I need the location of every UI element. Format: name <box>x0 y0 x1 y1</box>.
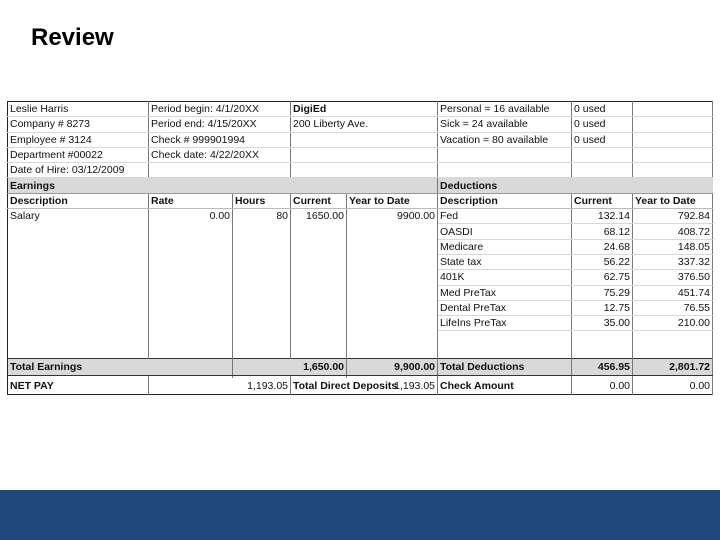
period-end: Period end: 4/15/20XX <box>149 117 291 132</box>
personal-used: 0 used <box>572 102 633 117</box>
deduction-description: OASDI <box>438 224 572 239</box>
direct-deposits-label <box>291 378 438 395</box>
period-begin: Period begin: 4/1/20XX <box>149 102 291 117</box>
earning-hours: 80 <box>233 209 291 224</box>
earning-rate: 0.00 <box>149 209 233 224</box>
table-row <box>8 270 713 285</box>
sick-leave: Sick = 24 available <box>438 117 572 132</box>
vacation-leave: Vacation = 80 available <box>438 132 572 147</box>
earnings-header-description: Description <box>8 193 149 208</box>
earning-description: Salary <box>8 209 149 224</box>
employee-name: Leslie Harris <box>8 102 149 117</box>
deduction-ytd: 451.74 <box>633 285 713 300</box>
info-row <box>8 163 713 178</box>
check-number: Check # 999901994 <box>149 132 291 147</box>
info-row <box>8 102 713 117</box>
earning-ytd: 9900.00 <box>347 209 438 224</box>
slide-title: Review <box>31 24 114 51</box>
deduction-ytd: 76.55 <box>633 300 713 315</box>
check-amount-ytd: 0.00 <box>633 378 713 395</box>
earnings-header-rate: Rate <box>149 193 233 208</box>
total-deductions-label: Total Deductions <box>438 359 572 376</box>
direct-deposits-amount: 1,193.05 <box>394 380 435 393</box>
check-amount-current: 0.00 <box>572 378 633 395</box>
totals-row <box>8 359 713 376</box>
direct-deposits-label-text: Total Direct Deposits <box>293 380 398 393</box>
info-row <box>8 147 713 162</box>
deduction-ytd: 408.72 <box>633 224 713 239</box>
total-deductions-current: 456.95 <box>572 359 633 376</box>
deduction-description: Medicare <box>438 239 572 254</box>
table-row <box>8 316 713 331</box>
table-row <box>8 300 713 315</box>
table-row <box>8 224 713 239</box>
vacation-used: 0 used <box>572 132 633 147</box>
deduction-ytd: 148.05 <box>633 239 713 254</box>
deduction-current: 56.22 <box>572 254 633 269</box>
date-of-hire: Date of Hire: 03/12/2009 <box>8 163 149 178</box>
net-pay-amount: 1,193.05 <box>149 378 291 395</box>
deduction-description: Fed <box>438 209 572 224</box>
deduction-current: 35.00 <box>572 316 633 331</box>
earnings-header-hours: Hours <box>233 193 291 208</box>
table-row <box>8 209 713 224</box>
earnings-header-current: Current <box>291 193 347 208</box>
deduction-current: 132.14 <box>572 209 633 224</box>
deduction-current: 75.29 <box>572 285 633 300</box>
table-row <box>8 239 713 254</box>
total-earnings-current: 1,650.00 <box>233 359 347 376</box>
deduction-description: Dental PreTax <box>438 300 572 315</box>
employer-address: 200 Liberty Ave. <box>291 117 438 132</box>
check-date: Check date: 4/22/20XX <box>149 147 291 162</box>
deduction-ytd: 376.50 <box>633 270 713 285</box>
earnings-header-ytd: Year to Date <box>347 193 438 208</box>
pay-stub-table <box>7 101 713 395</box>
info-row <box>8 117 713 132</box>
earning-current: 1650.00 <box>291 209 347 224</box>
net-pay-label: NET PAY <box>8 378 149 395</box>
deduction-description: LifeIns PreTax <box>438 316 572 331</box>
info-row <box>8 132 713 147</box>
deduction-description: 401K <box>438 270 572 285</box>
table-row <box>8 285 713 300</box>
deduction-ytd: 210.00 <box>633 316 713 331</box>
deduction-current: 68.12 <box>572 224 633 239</box>
footer-bar <box>0 490 720 540</box>
table-row <box>8 254 713 269</box>
deduction-ytd: 792.84 <box>633 209 713 224</box>
net-pay-row <box>8 378 713 395</box>
total-deductions-ytd: 2,801.72 <box>633 359 713 376</box>
sick-used: 0 used <box>572 117 633 132</box>
total-earnings-ytd: 9,900.00 <box>347 359 438 376</box>
check-amount-label: Check Amount <box>438 378 572 395</box>
earnings-section-label: Earnings <box>8 178 438 193</box>
personal-leave: Personal = 16 available <box>438 102 572 117</box>
deductions-header-ytd: Year to Date <box>633 193 713 208</box>
employee-number: Employee # 3124 <box>8 132 149 147</box>
section-band <box>8 178 713 193</box>
department-number: Department #00022 <box>8 147 149 162</box>
company-number: Company # 8273 <box>8 117 149 132</box>
deduction-description: Med PreTax <box>438 285 572 300</box>
deductions-header-current: Current <box>572 193 633 208</box>
deduction-description: State tax <box>438 254 572 269</box>
deduction-current: 12.75 <box>572 300 633 315</box>
deduction-ytd: 337.32 <box>633 254 713 269</box>
total-earnings-label: Total Earnings <box>8 359 233 376</box>
employer-name: DigiEd <box>291 102 438 117</box>
column-header-row <box>8 193 713 208</box>
deduction-current: 24.68 <box>572 239 633 254</box>
deductions-header-description: Description <box>438 193 572 208</box>
deduction-current: 62.75 <box>572 270 633 285</box>
deductions-section-label: Deductions <box>438 178 713 193</box>
